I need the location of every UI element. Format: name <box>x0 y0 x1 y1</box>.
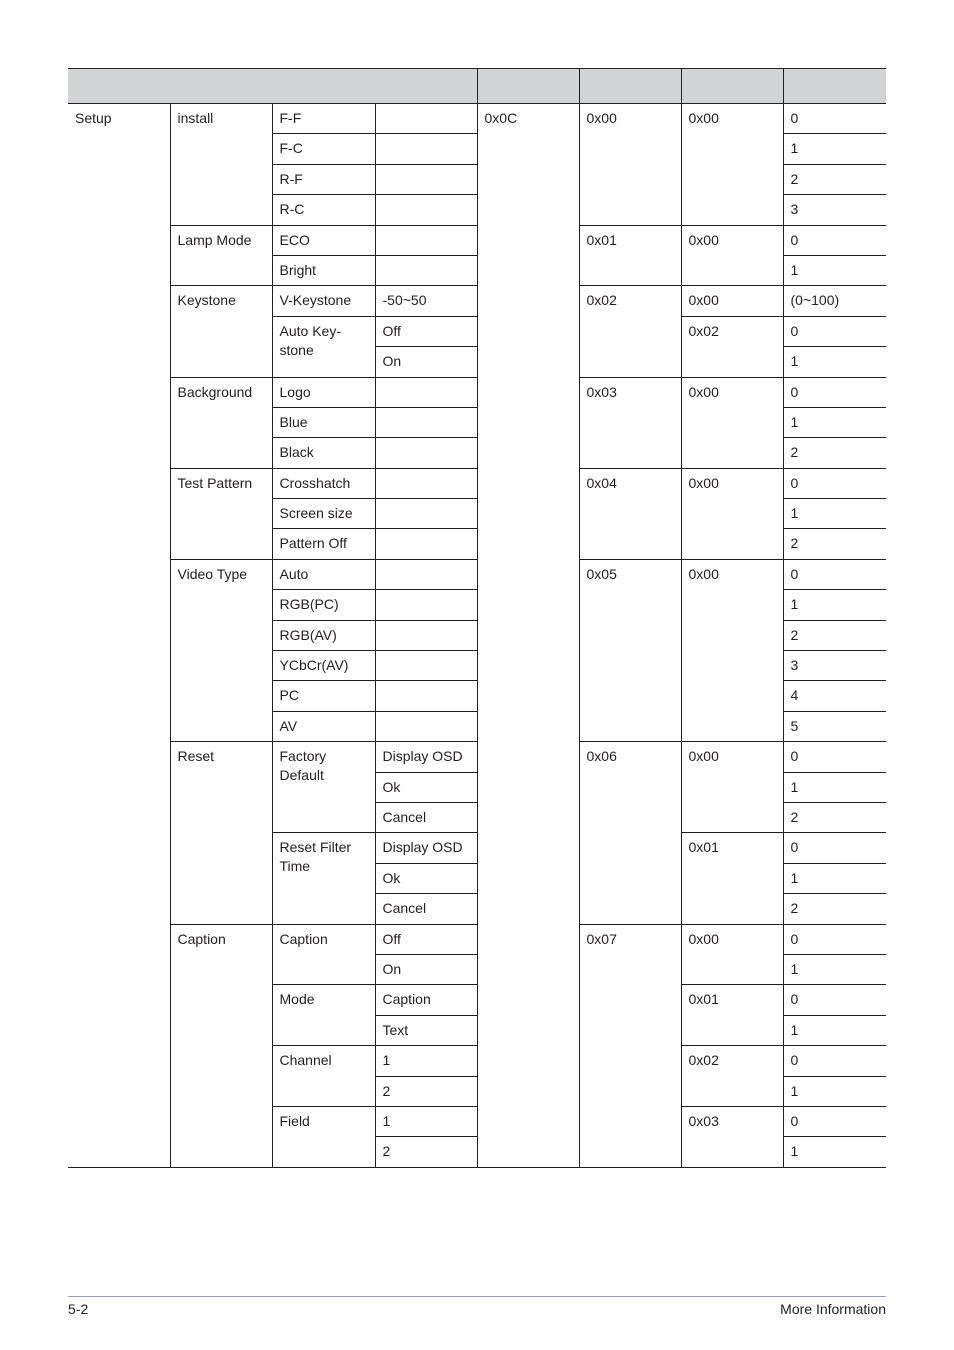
value2-cell: 1 <box>783 1076 886 1106</box>
table-header-row <box>68 69 886 104</box>
sub-option-cell <box>375 711 477 741</box>
value2-cell: 0 <box>783 924 886 954</box>
option-cell: R-C <box>272 195 375 225</box>
sub-option-cell: On <box>375 347 477 377</box>
option-cell: Bright <box>272 255 375 285</box>
header-cell-val1 <box>681 69 783 104</box>
sub-option-cell <box>375 255 477 285</box>
option-cell: Crosshatch <box>272 468 375 498</box>
sub-option-cell <box>375 407 477 437</box>
value2-cell: 1 <box>783 590 886 620</box>
value2-cell: 2 <box>783 620 886 650</box>
sub-option-cell <box>375 377 477 407</box>
item-cell: install <box>170 104 272 226</box>
factory-default-label: Factory Default <box>279 748 327 784</box>
value2-cell: 2 <box>783 164 886 194</box>
value2-cell: 1 <box>783 1015 886 1045</box>
value1-cell: 0x02 <box>681 316 783 377</box>
value2-cell: 5 <box>783 711 886 741</box>
option-cell: RGB(AV) <box>272 620 375 650</box>
value1-cell: 0x00 <box>681 377 783 468</box>
value2-cell: 3 <box>783 195 886 225</box>
value2-cell: 2 <box>783 529 886 559</box>
value2-cell: 1 <box>783 1137 886 1167</box>
value1-cell: 0x01 <box>681 833 783 924</box>
value2-cell: 2 <box>783 438 886 468</box>
sub-option-cell: Display OSD <box>375 742 477 772</box>
sub-option-cell: Cancel <box>375 802 477 832</box>
option-cell: R-F <box>272 164 375 194</box>
option-cell: V-Keystone <box>272 286 375 316</box>
sub-cmd-cell: 0x03 <box>579 377 681 468</box>
sub-option-cell <box>375 164 477 194</box>
value2-cell: 2 <box>783 802 886 832</box>
sub-option-cell: Off <box>375 924 477 954</box>
value2-cell: 0 <box>783 985 886 1015</box>
footer-rule <box>68 1296 886 1297</box>
sub-cmd-cell: 0x05 <box>579 559 681 741</box>
value2-cell: 0 <box>783 742 886 772</box>
value2-cell: 4 <box>783 681 886 711</box>
sub-option-cell: 1 <box>375 1106 477 1136</box>
footer-section-title: More Information <box>780 1301 886 1317</box>
sub-option-cell: Cancel <box>375 894 477 924</box>
header-cell-menu <box>68 69 477 104</box>
value1-cell: 0x02 <box>681 1046 783 1107</box>
value2-cell: 0 <box>783 377 886 407</box>
option-cell <box>272 316 375 377</box>
value2-cell: 0 <box>783 225 886 255</box>
sub-option-cell: Ok <box>375 863 477 893</box>
value1-cell: 0x00 <box>681 286 783 316</box>
value2-cell: 1 <box>783 255 886 285</box>
value1-cell: 0x01 <box>681 985 783 1046</box>
option-cell: F-C <box>272 134 375 164</box>
item-cell: Lamp Mode <box>170 225 272 286</box>
sub-option-cell: 2 <box>375 1076 477 1106</box>
value2-cell: 0 <box>783 559 886 589</box>
value2-cell: 3 <box>783 651 886 681</box>
value2-cell: 1 <box>783 134 886 164</box>
item-cell: Reset <box>170 742 272 924</box>
value2-cell: 0 <box>783 1106 886 1136</box>
sub-option-cell <box>375 681 477 711</box>
sub-option-cell <box>375 529 477 559</box>
option-cell: Caption <box>272 924 375 985</box>
sub-cmd-cell: 0x07 <box>579 924 681 1167</box>
value2-cell: 0 <box>783 468 886 498</box>
sub-option-cell <box>375 499 477 529</box>
sub-option-cell: Display OSD <box>375 833 477 863</box>
sub-cmd-cell: 0x06 <box>579 742 681 924</box>
page-number: 5-2 <box>68 1301 89 1317</box>
sub-option-cell: Off <box>375 316 477 346</box>
sub-option-cell <box>375 134 477 164</box>
sub-cmd-cell: 0x04 <box>579 468 681 559</box>
value1-cell: 0x03 <box>681 1106 783 1167</box>
header-cell-sub <box>579 69 681 104</box>
cmd-cell: 0x0C <box>477 104 579 1168</box>
sub-option-cell <box>375 468 477 498</box>
value2-cell: 1 <box>783 863 886 893</box>
value1-cell: 0x00 <box>681 924 783 985</box>
value2-cell: 1 <box>783 954 886 984</box>
menu-cell: Setup <box>68 104 170 1168</box>
value2-cell: 1 <box>783 499 886 529</box>
value2-cell: (0~100) <box>783 286 886 316</box>
option-cell: AV <box>272 711 375 741</box>
sub-option-cell <box>375 559 477 589</box>
sub-option-cell: -50~50 <box>375 286 477 316</box>
option-cell: Channel <box>272 1046 375 1107</box>
table-row <box>68 104 886 134</box>
value2-cell: 1 <box>783 407 886 437</box>
option-cell: YCbCr(AV) <box>272 651 375 681</box>
option-cell: Screen size <box>272 499 375 529</box>
value2-cell: 0 <box>783 316 886 346</box>
sub-option-cell <box>375 438 477 468</box>
sub-option-cell: Text <box>375 1015 477 1045</box>
value1-cell: 0x00 <box>681 225 783 286</box>
option-cell: F-F <box>272 104 375 134</box>
value1-cell: 0x00 <box>681 104 783 226</box>
sub-cmd-cell: 0x00 <box>579 104 681 226</box>
item-cell: Keystone <box>170 286 272 377</box>
value2-cell: 1 <box>783 347 886 377</box>
sub-option-cell: 1 <box>375 1046 477 1076</box>
option-cell: Black <box>272 438 375 468</box>
sub-option-cell <box>375 620 477 650</box>
option-cell: Auto <box>272 559 375 589</box>
sub-option-cell: Caption <box>375 985 477 1015</box>
option-cell: Pattern Off <box>272 529 375 559</box>
sub-option-cell <box>375 225 477 255</box>
auto-keystone-label: Auto Key- stone <box>279 322 341 358</box>
item-cell: Background <box>170 377 272 468</box>
option-cell: Mode <box>272 985 375 1046</box>
sub-cmd-cell: 0x01 <box>579 225 681 286</box>
sub-cmd-cell: 0x02 <box>579 286 681 377</box>
sub-option-cell <box>375 651 477 681</box>
sub-option-cell: 2 <box>375 1137 477 1167</box>
header-cell-val2 <box>783 69 886 104</box>
header-cell-cmd <box>477 69 579 104</box>
sub-option-cell: Ok <box>375 772 477 802</box>
value1-cell: 0x00 <box>681 742 783 833</box>
option-cell: Blue <box>272 407 375 437</box>
command-table <box>68 68 886 1168</box>
value2-cell: 0 <box>783 104 886 134</box>
option-cell <box>272 742 375 833</box>
value2-cell: 2 <box>783 894 886 924</box>
option-cell: Logo <box>272 377 375 407</box>
option-cell: PC <box>272 681 375 711</box>
value2-cell: 1 <box>783 772 886 802</box>
option-cell: ECO <box>272 225 375 255</box>
sub-option-cell <box>375 104 477 134</box>
option-cell: Field <box>272 1106 375 1167</box>
sub-option-cell <box>375 590 477 620</box>
option-cell <box>272 833 375 924</box>
value1-cell: 0x00 <box>681 559 783 741</box>
sub-option-cell: On <box>375 954 477 984</box>
item-cell: Test Pattern <box>170 468 272 559</box>
item-cell: Caption <box>170 924 272 1167</box>
value2-cell: 0 <box>783 833 886 863</box>
sub-option-cell <box>375 195 477 225</box>
value1-cell: 0x00 <box>681 468 783 559</box>
item-cell: Video Type <box>170 559 272 741</box>
option-cell: RGB(PC) <box>272 590 375 620</box>
value2-cell: 0 <box>783 1046 886 1076</box>
reset-filter-time-label: Reset Filter Time <box>279 839 352 875</box>
